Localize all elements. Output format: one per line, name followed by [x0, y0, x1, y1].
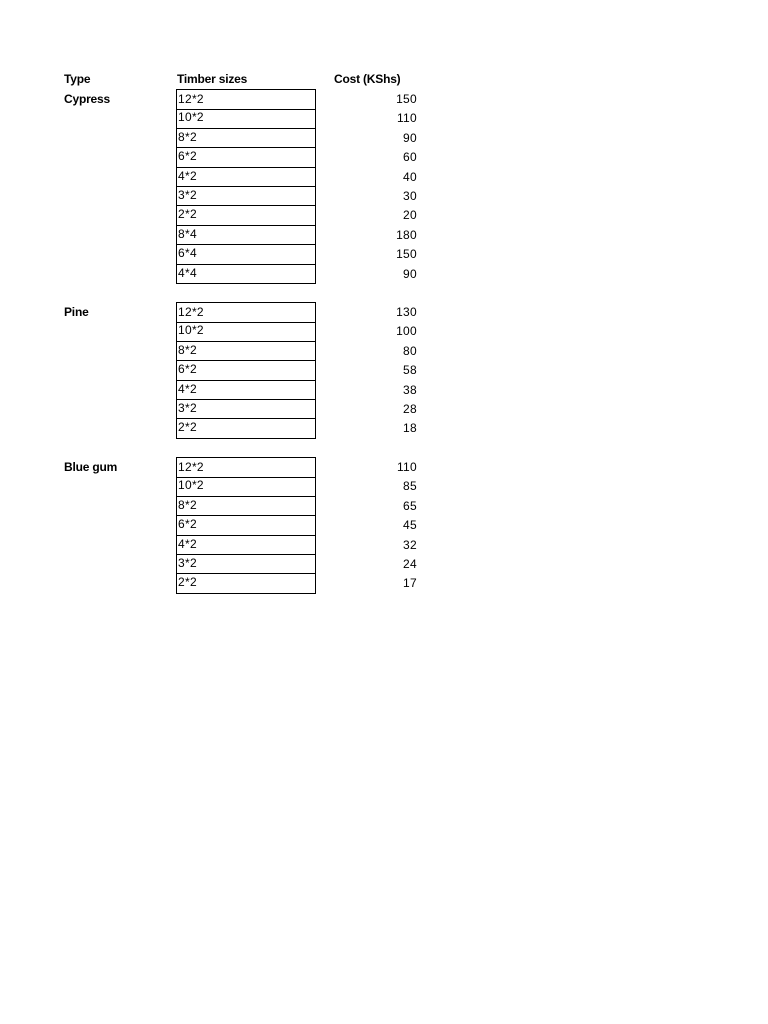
- cost-cell: 150: [396, 247, 417, 262]
- timber-size-cell: 10*2: [176, 321, 316, 341]
- table-row: [0, 457, 768, 476]
- cost-cell: 24: [403, 557, 417, 571]
- cost-cell: 65: [403, 498, 417, 513]
- cost-cell: 18: [403, 421, 417, 436]
- header-cost: Cost (KShs): [334, 72, 401, 86]
- timber-size-cell: 8*2: [176, 341, 316, 361]
- cost-cell: 130: [396, 305, 417, 319]
- cost-cell: 100: [396, 324, 417, 339]
- timber-size-cell: 12*2: [176, 457, 316, 478]
- timber-size-cell: 6*4: [176, 244, 316, 264]
- cost-cell: 45: [403, 518, 417, 533]
- timber-size-cell: 12*2: [176, 89, 316, 110]
- timber-size-cell: 4*2: [176, 380, 316, 400]
- table-row: [0, 399, 768, 418]
- timber-size-cell: 4*4: [176, 264, 316, 284]
- table-row: [0, 321, 768, 340]
- timber-type-label: Blue gum: [64, 460, 118, 474]
- table-row: [0, 380, 768, 399]
- timber-size-cell: 8*4: [176, 225, 316, 245]
- timber-size-cell: 10*2: [176, 108, 316, 128]
- cost-cell: 60: [403, 150, 417, 165]
- timber-size-cell: 4*2: [176, 535, 316, 555]
- table-row: [0, 167, 768, 186]
- table-row: [0, 186, 768, 205]
- cost-cell: 28: [403, 402, 417, 416]
- table-row: [0, 515, 768, 534]
- cost-cell: 58: [403, 363, 417, 378]
- cost-cell: 17: [403, 576, 417, 591]
- timber-size-cell: 6*2: [176, 147, 316, 167]
- cost-cell: 110: [396, 460, 417, 474]
- cost-cell: 30: [403, 189, 417, 203]
- cost-cell: 40: [403, 169, 417, 184]
- cost-cell: 150: [396, 92, 417, 106]
- table-row: [0, 205, 768, 224]
- table-row: [0, 302, 768, 321]
- table-row: [0, 147, 768, 166]
- cost-cell: 38: [403, 382, 417, 397]
- timber-size-cell: 3*2: [176, 554, 316, 574]
- cost-cell: 180: [396, 227, 417, 242]
- table-row: [0, 225, 768, 244]
- table-row: [0, 496, 768, 515]
- timber-size-cell: 4*2: [176, 167, 316, 187]
- cost-cell: 20: [403, 208, 417, 223]
- cost-cell: 90: [403, 130, 417, 145]
- table-row: [0, 360, 768, 379]
- timber-size-cell: 3*2: [176, 186, 316, 206]
- table-row: [0, 476, 768, 495]
- timber-size-cell: 2*2: [176, 573, 316, 593]
- table-row: [0, 341, 768, 360]
- cost-cell: 110: [396, 111, 417, 126]
- cost-cell: 90: [403, 266, 417, 281]
- table-row: [0, 128, 768, 147]
- header-type: Type: [64, 72, 91, 86]
- header-timber-sizes: Timber sizes: [177, 72, 248, 86]
- timber-size-cell: 2*2: [176, 205, 316, 225]
- table-row: [0, 264, 768, 283]
- cost-cell: 85: [403, 479, 417, 494]
- timber-size-cell: 3*2: [176, 399, 316, 419]
- cost-cell: 80: [403, 343, 417, 358]
- table-row: [0, 535, 768, 554]
- timber-size-cell: 8*2: [176, 496, 316, 516]
- timber-size-cell: 6*2: [176, 515, 316, 535]
- table-row: [0, 244, 768, 263]
- timber-size-cell: 10*2: [176, 476, 316, 496]
- table-row: [0, 89, 768, 108]
- table-row: [0, 418, 768, 437]
- timber-size-cell: 2*2: [176, 418, 316, 438]
- table-row: [0, 573, 768, 592]
- timber-size-cell: 12*2: [176, 302, 316, 323]
- table-row: [0, 554, 768, 573]
- timber-size-cell: 6*2: [176, 360, 316, 380]
- timber-type-label: Cypress: [64, 92, 110, 106]
- timber-type-label: Pine: [64, 305, 89, 319]
- table-row: [0, 108, 768, 127]
- cost-cell: 32: [403, 537, 417, 552]
- timber-size-cell: 8*2: [176, 128, 316, 148]
